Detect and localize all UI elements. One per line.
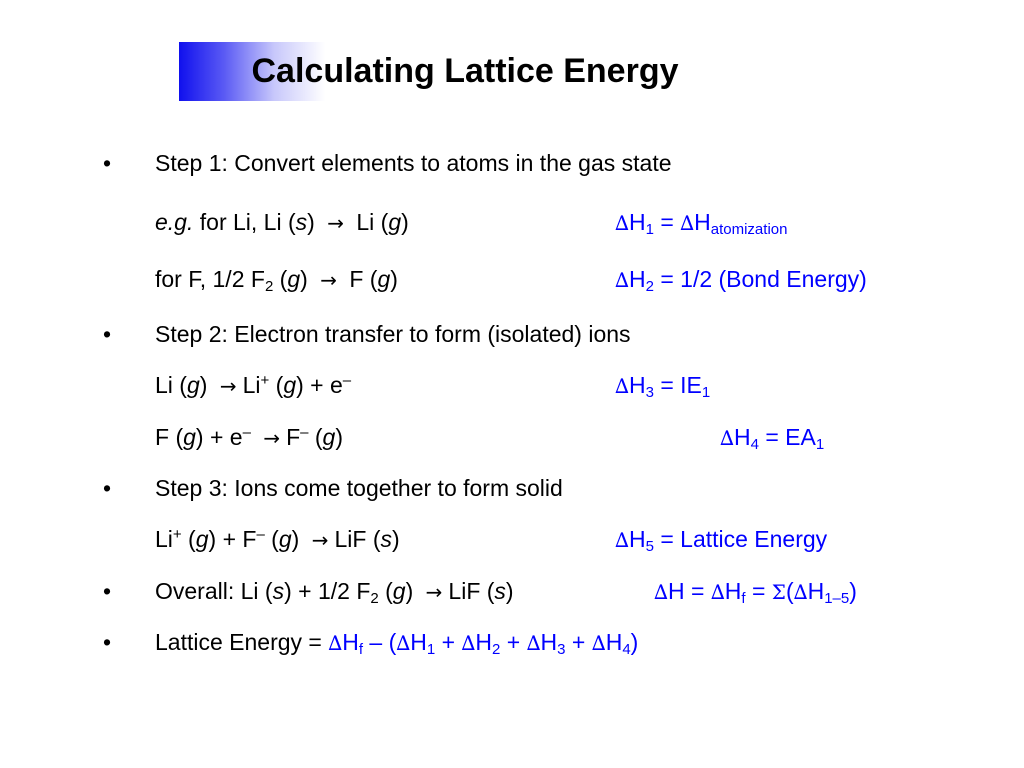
delta-icon: ∆ xyxy=(615,374,629,398)
delta-icon: ∆ xyxy=(615,268,629,292)
delta-h3-equation: $\Delta H_3 = IE_1$ xyxy=(615,372,711,401)
arrow-icon: → xyxy=(425,580,443,604)
arrow-icon: → xyxy=(311,528,329,552)
delta-icon: ∆ xyxy=(720,426,734,450)
delta-h4-equation: $\Delta H_4 = EA_1$ xyxy=(720,424,825,453)
step3-heading: Step 3: Ions come together to form solid xyxy=(155,475,563,501)
title-bar xyxy=(179,42,741,101)
step1-f-reaction: for F, 1/2 $F_2$ (g) → F (g) xyxy=(155,266,398,295)
arrow-icon: → xyxy=(219,374,237,398)
delta-icon: ∆ xyxy=(793,580,808,604)
arrow-icon: → xyxy=(327,211,344,235)
sigma-icon: Σ xyxy=(771,580,786,604)
delta-icon: ∆ xyxy=(680,211,695,235)
arrow-icon: → xyxy=(263,426,281,450)
bullet: • xyxy=(103,321,112,347)
delta-icon: ∆ xyxy=(654,580,668,604)
delta-icon: ∆ xyxy=(526,631,541,655)
delta-icon: ∆ xyxy=(461,631,476,655)
delta-h2-equation: $\Delta H_2 = 1/2$ (Bond Energy) xyxy=(615,266,867,295)
bullet: • xyxy=(103,578,112,604)
delta-icon: ∆ xyxy=(710,580,725,604)
bullet: • xyxy=(103,150,112,176)
bullet: • xyxy=(103,629,112,655)
delta-icon: ∆ xyxy=(396,631,411,655)
step3-reaction: Li+ (g) + F– (g) → LiF (s) xyxy=(155,526,400,552)
step1-li-reaction: e.g. for Li, Li (s) → Li (g) xyxy=(155,209,409,235)
delta-icon: ∆ xyxy=(591,631,606,655)
delta-icon: ∆ xyxy=(328,631,343,655)
bullet: • xyxy=(103,475,112,501)
slide-title: Calculating Lattice Energy xyxy=(251,52,679,90)
delta-h1-equation: $\Delta H_1 = \Delta H_{atomization}$ xyxy=(615,209,788,238)
arrow-icon: → xyxy=(320,268,337,292)
step1-heading: Step 1: Convert elements to atoms in the gas state xyxy=(155,150,672,176)
lattice-energy-equation: Lattice Energy = $\Delta H_f - (\Delta H_1 + \Delta H_2 + \Delta H_3 + \Delta H_4)$ xyxy=(155,629,639,658)
delta-h5-equation: $\Delta H_5$ = Lattice Energy xyxy=(615,526,828,555)
step2-f-reaction: F (g) + e– → F– (g) xyxy=(155,424,344,450)
overall-reaction: Overall: Li (s) + 1/2 $F_2$ (g) → LiF (s) xyxy=(155,578,514,607)
step2-li-reaction: Li (g) → Li+ (g) + e– xyxy=(155,372,352,398)
delta-icon: ∆ xyxy=(615,211,629,235)
step2-heading: Step 2: Electron transfer to form (isolated) ions xyxy=(155,321,631,347)
overall-enthalpy-equation: $\Delta H = \Delta H_f = \Sigma(\Delta H_{1-5})$ xyxy=(654,578,857,607)
delta-icon: ∆ xyxy=(615,528,629,552)
